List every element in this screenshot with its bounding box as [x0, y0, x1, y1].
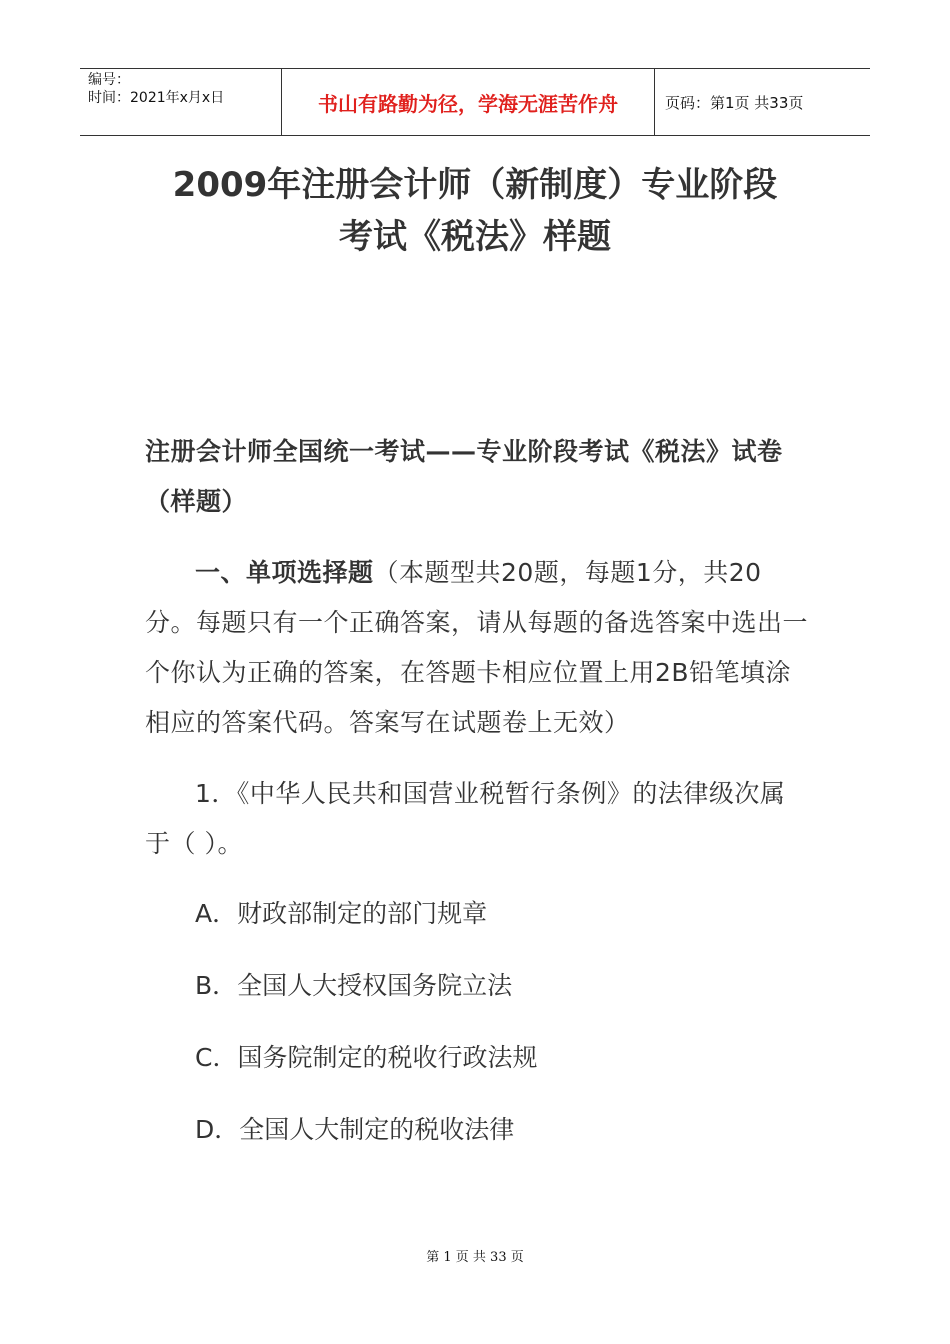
document-number-label: 编号： — [88, 72, 130, 88]
document-title-line-1: 2009年注册会计师（新制度）专业阶段 — [172, 165, 778, 205]
header-motto: 书山有路勤为径，学海无涯苦作舟 — [282, 69, 655, 135]
section-instructions: （本题型共20题，每题1分，共20分。每题只有一个正确答案，请从每题的备选答案中选出一个你认为正确的答案，在答题卡相应位置上用2B铅笔填涂相应的答案代码。答案写在试题卷上无效） — [145, 558, 809, 737]
section-heading: 一、单项选择题 — [195, 558, 374, 587]
document-date: 时间：2021年x月x日 — [88, 90, 225, 106]
header-page-info: 页码：第1页 共33页 — [665, 93, 804, 112]
option-b: B．全国人大授权国务院立法 — [195, 971, 513, 1000]
question-1-text: 1．《中华人民共和国营业税暂行条例》的法律级次属于（ ）。 — [145, 779, 786, 858]
section-intro — [145, 548, 810, 748]
option-d: D．全国人大制定的税收法律 — [195, 1115, 515, 1144]
option-c: C．国务院制定的税收行政法规 — [195, 1043, 538, 1072]
exam-subtitle: 注册会计师全国统一考试——专业阶段考试《税法》试卷（样题） — [145, 437, 783, 516]
option-a: A．财政部制定的部门规章 — [195, 899, 488, 928]
header-meta-cell — [80, 69, 282, 135]
document-title-line-2: 考试《税法》样题 — [339, 217, 611, 257]
page-footer: 第 1 页 共 33 页 — [426, 1250, 524, 1265]
header-table — [80, 68, 870, 136]
